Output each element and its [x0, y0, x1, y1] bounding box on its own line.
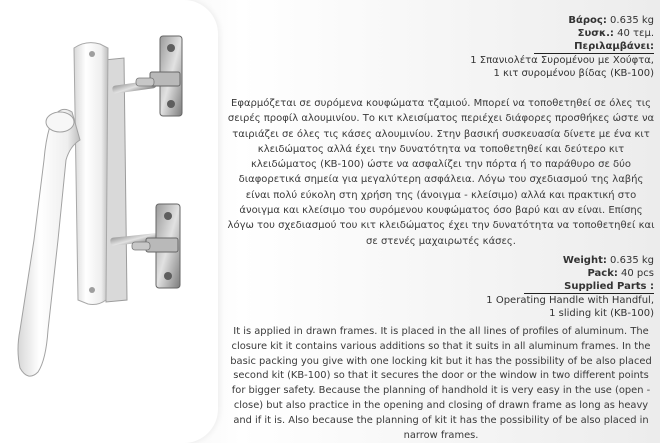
upper-bracket: [136, 36, 182, 116]
english-weight-label: Weight:: [562, 255, 607, 266]
product-photo-panel: [0, 0, 218, 443]
handle-lever: [18, 109, 80, 376]
english-item-1: 1 Operating Handle with Handful,: [486, 295, 654, 306]
english-pack-label: Pack:: [587, 268, 618, 279]
front-plate: [74, 43, 108, 305]
product-photo: [0, 0, 218, 443]
greek-item-2: 1 κιτ συρομένου βίδας (KB-100): [493, 68, 654, 79]
greek-weight-label: Βάρος:: [568, 15, 607, 26]
greek-item-1: 1 Σπανιολέτα Συρομένου με Χούφτα,: [470, 55, 654, 66]
lower-bracket: [132, 204, 180, 288]
greek-pack-label: Συσκ.:: [577, 28, 614, 39]
english-description: It is applied in drawn frames. It is placed in the all lines of profiles of aluminum. The closure kit it contains various additions so that it suits in all aluminum frames. In the basic packing you give with one locking kit but it has the possibility of be also placed second kit (KB-100) so that it secures the door or the window in two different points for bigger safety. Because the planning of handhold it is very easy in the use (open - close) but also practice in the opening and closing of drawn frame as long as heavy and if it is. Also because the planning of kit it has the possibility of be also placed in narrow frames.: [230, 326, 652, 441]
english-item-2: 1 sliding kit (KB-100): [549, 308, 654, 319]
greek-weight-value: 0.635 kg: [610, 15, 654, 26]
greek-weight-row: [470, 14, 654, 27]
greek-pack-value: 40 τεμ.: [617, 28, 654, 39]
english-weight-value: 0.635 kg: [610, 255, 654, 266]
english-pack-row: [486, 267, 654, 280]
greek-specs: [470, 14, 654, 80]
english-weight-row: [486, 254, 654, 267]
english-pack-value: 40 pcs: [621, 268, 654, 279]
english-supplied-label: Supplied Parts :: [524, 280, 654, 294]
greek-pack-row: [470, 27, 654, 40]
greek-supplied-label: Περιλαμβάνει:: [534, 40, 654, 54]
greek-description: Εφαρμόζεται σε συρόμενα κουφώματα τζαμιού. Μπορεί να τοποθετηθεί σε όλες τις σειρές προφίλ αλουμινίου. Το κιτ κλεισίματος περιέχει διάφορες προσθήκες ώστε να ταιριάζει σε όλες τις κάσες αλουμινίου. Στην βασική συσκευασία δίνετε με ένα κιτ κλειδώματος αλλά έχει την δυνατότητα να τοποθετηθεί και δεύτερο κιτ κλειδώματος (KB-100) ώστε να ασφαλίζει την πόρτα ή το παράθυρο σε δύο διαφορετικά σημεία για μεγαλύτερη ασφάλεια. Λόγω του σχεδιασμού της λαβής είναι πολύ εύκολη στη χρήση της (άνοιγμα - κλείσιμο) αλλά και πρακτική στο άνοιγμα και κλείσιμο του συρόμενου κουφώματος όσο βαρύ και αν είναι. Επίσης λόγω του σχεδιασμού του κιτ κλειδώματος έχει την δυνατότητα να τοποθετηθεί και σε στενές μαχαιρωτές κάσες.: [227, 98, 655, 247]
english-specs: [486, 254, 654, 320]
